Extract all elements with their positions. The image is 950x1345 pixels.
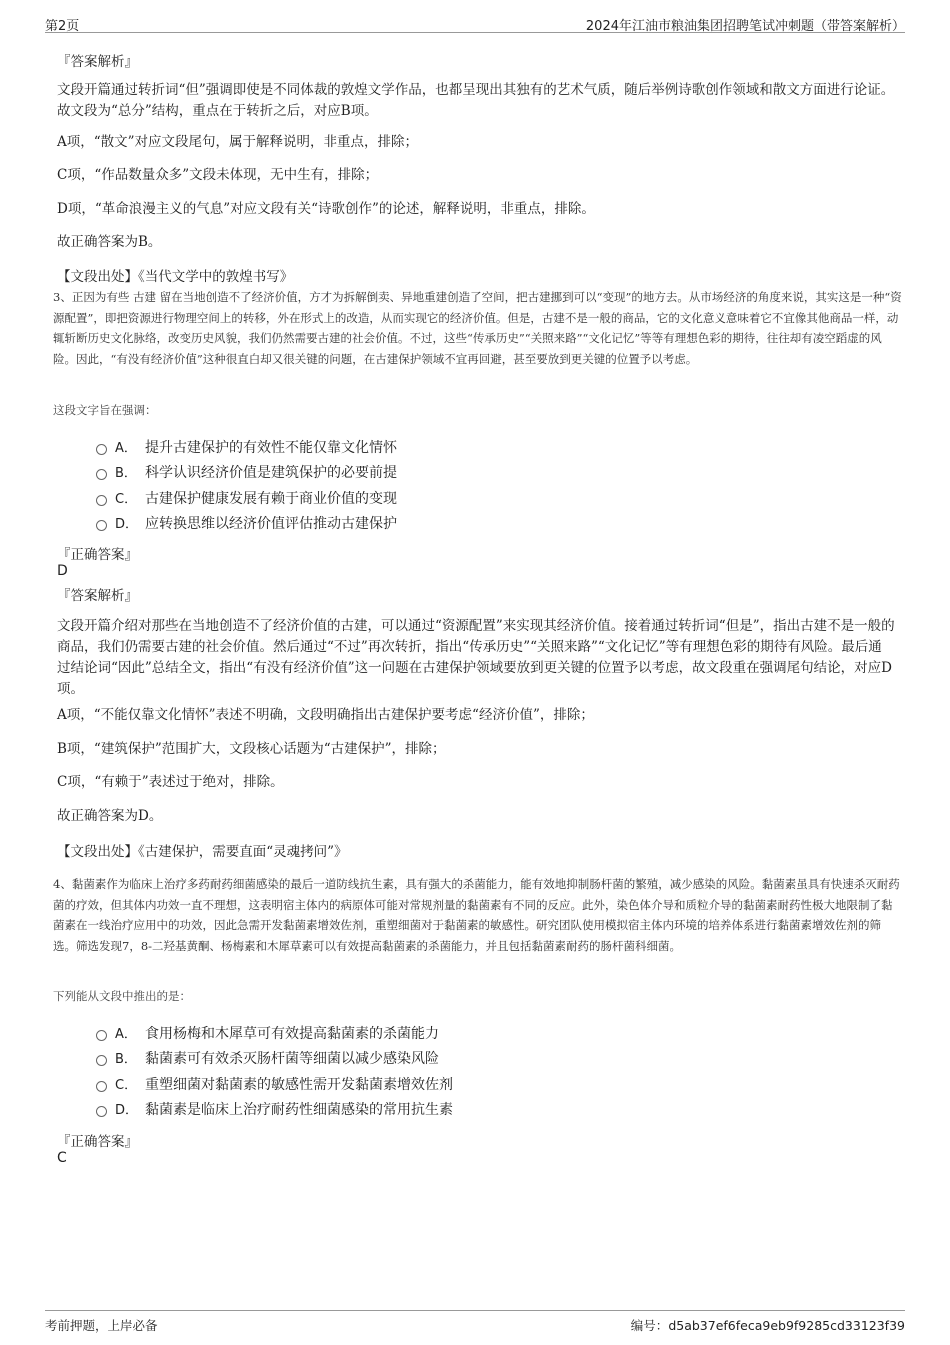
analysis-paragraph: 文段开篇介绍对那些在当地创造不了经济价值的古建，可以通过“资源配置”来实现其经济价值。接着通过转折词“但是”，指出古建不是一般的商品，我们仍需要古建的社会价值。然后通过“不过”再次转折，指出“传承历史”“关照来路”“文化记忆”等有理想色彩的期待有风险。最后通过结论词“因此”总结全文，指出“有没有经济价值”这一问题在古建保护领域要放到更关键的位置予以考虑，故文段重在强调尾句结论，对应D项。 (57, 618, 895, 697)
radio-button[interactable] (96, 520, 107, 531)
answer-value: D (57, 563, 68, 579)
analysis-line-a: A项，“散文”对应文段尾句，属于解释说明，非重点，排除； (57, 134, 419, 150)
page-header (45, 12, 905, 33)
answer-value: C (57, 1150, 67, 1166)
source-citation: 【文段出处】《当代文学中的敦煌书写》 (57, 269, 294, 285)
analysis-line-d: D项，“革命浪漫主义的气息”对应文段有关“诗歌创作”的论述，解释说明，非重点，排除。 (57, 201, 595, 217)
radio-button[interactable] (96, 1030, 107, 1041)
analysis-label: 『答案解析』 (57, 588, 138, 604)
question-4-option-c[interactable]: C． 重塑细菌对黏菌素的敏感性需开发黏菌素增效佐剂 (96, 1074, 453, 1096)
page-number: 第2页 (45, 19, 80, 34)
document-code: 编号：d5ab37ef6feca9eb9f9285cd33123f39 (630, 1318, 905, 1333)
analysis-label: 『答案解析』 (57, 54, 138, 70)
question-4-option-d[interactable]: D． 黏菌素是临床上治疗耐药性细菌感染的常用抗生素 (96, 1099, 453, 1121)
page-footer (45, 1310, 905, 1333)
analysis-line-b: B项，“建筑保护”范围扩大，文段核心话题为“古建保护”，排除； (57, 741, 446, 757)
analysis-line-c: C项，“有赖于”表述过于绝对，排除。 (57, 774, 284, 790)
radio-button[interactable] (96, 1055, 107, 1066)
source-citation: 【文段出处】《古建保护，需要直面“灵魂拷问”》 (57, 844, 348, 860)
question-3-text: 3、正因为有些 古建 留在当地创造不了经济价值，方才为拆解倒卖、异地重建创造了空间，把古建挪到可以“变现”的地方去。从市场经济的角度来说，其实这是一种“资源配置”，即把资源进行物理空间上的转移，外在形式上的改造，从而实现它的经济价值。但是，古建不是一般的商品，它的文化意义意味着它不宜像其他商品一样，动辄斩断历史文化脉络，改变历史风貌，我们仍然需要古建的社会价值。不过，这些“传承历史”“关照来路”“文化记忆”等等有理想色彩的期待，往往却有凌空蹈虚的风险。因此，“有没有经济价值”这种很直白却又很关键的问题，在古建保护领域不宜再回避，甚至要放到更关键的位置予以考虑。 (53, 290, 902, 366)
question-4-option-b[interactable]: B． 黏菌素可有效杀灭肠杆菌等细菌以减少感染风险 (96, 1048, 439, 1070)
question-3-option-c[interactable]: C． 古建保护健康发展有赖于商业价值的变现 (96, 488, 397, 510)
question-4-option-a[interactable]: A． 食用杨梅和木犀草可有效提高黏菌素的杀菌能力 (96, 1023, 439, 1045)
radio-button[interactable] (96, 1106, 107, 1117)
question-3-prompt: 这段文字旨在强调： (53, 403, 157, 417)
radio-button[interactable] (96, 1081, 107, 1092)
document-title: 2024年江油市粮油集团招聘笔试冲刺题（带答案解析） (585, 19, 905, 34)
analysis-line-a: A项，“不能仅靠文化情怀”表述不明确，文段明确指出古建保护要考虑“经济价值”，排除； (57, 707, 594, 723)
answer-label: 『正确答案』 (57, 1134, 138, 1150)
analysis-paragraph: 文段开篇通过转折词“但”强调即使是不同体裁的敦煌文学作品，也都呈现出其独有的艺术气质，随后举例诗歌创作领域和散文方面进行论证。故文段为“总分”结构，重点在于转折之后，对应B项。 (57, 82, 895, 119)
question-3-option-a[interactable]: A． 提升古建保护的有效性不能仅靠文化情怀 (96, 437, 397, 459)
footer-slogan: 考前押题，上岸必备 (45, 1318, 158, 1333)
radio-button[interactable] (96, 469, 107, 480)
analysis-line-c: C项，“作品数量众多”文段未体现，无中生有，排除； (57, 167, 379, 183)
radio-button[interactable] (96, 495, 107, 506)
question-3-option-b[interactable]: B． 科学认识经济价值是建筑保护的必要前提 (96, 462, 397, 484)
question-4-prompt: 下列能从文段中推出的是： (53, 989, 191, 1003)
analysis-conclusion: 故正确答案为D。 (57, 808, 163, 824)
answer-label: 『正确答案』 (57, 547, 138, 563)
question-4-text: 4、黏菌素作为临床上治疗多药耐药细菌感染的最后一道防线抗生素，具有强大的杀菌能力，能有效地抑制肠杆菌的繁殖，减少感染的风险。黏菌素虽具有快速杀灭耐药菌的疗效，但其体内功效一直不理想，这表明宿主体内的病原体可能对常规剂量的黏菌素有不同的反应。此外，染色体介导和质粒介导的黏菌素耐药性极大地限制了黏菌素在一线治疗应用中的功效，因此急需开发黏菌素增效佐剂，重塑细菌对于黏菌素的敏感性。研究团队使用模拟宿主体内环境的培养体系进行黏菌素增效佐剂的筛选。筛选发现7，8-二羟基黄酮、杨梅素和木犀草素可以有效提高黏菌素的杀菌能力，并且包括黏菌素耐药的肠杆菌科细菌。 (53, 877, 900, 953)
question-3-option-d[interactable]: D． 应转换思维以经济价值评估推动古建保护 (96, 513, 397, 535)
analysis-conclusion: 故正确答案为B。 (57, 234, 162, 250)
radio-button[interactable] (96, 444, 107, 455)
